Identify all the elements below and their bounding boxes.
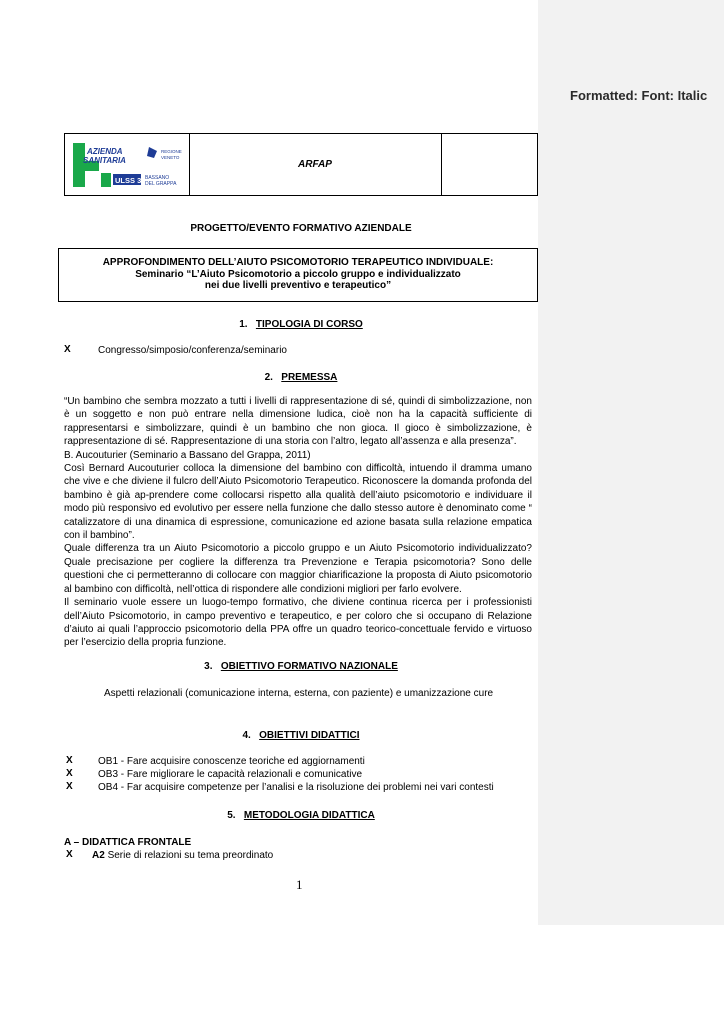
premessa-quote: “Un bambino che sembra mozzato a tutti i livelli di rappresentazione di sé, quindi di simbolizzazione, non è un soggetto e non può entrare nella dimensione ludica, cioè non ha la capacità sufficiente di rappresentarsi e simbolizzare, quindi è un bambino che non gioca. Il gioco è simbolizzazione, è rappresentazione di sé. Rappresentazione di una storia con l’altro, legato all’assenza e alla presenza”.	[64, 396, 532, 448]
objective-3-text: OB4 - Far acquisire competenze per l’analisi e la risoluzione dei problemi nei vari contesti	[98, 782, 494, 793]
course-title-line2: Seminario “L’Aiuto Psicomotorio a piccolo gruppo e individualizzato	[135, 268, 461, 280]
page-number: 1	[296, 877, 303, 892]
header-arfap: ARFAP	[298, 159, 332, 170]
sidebar-formatting-note: Formatted: Font: Italic	[570, 88, 708, 103]
course-title-line3: nei due livelli preventivo e terapeutico”	[204, 280, 392, 291]
logo-badge-ulss: ULSS 3	[115, 176, 142, 185]
section-4-heading	[64, 729, 538, 742]
section-1-item: Congresso/simposio/conferenza/seminario	[98, 345, 287, 356]
section-3-number: 3.	[204, 661, 213, 672]
logo-city-line1: BASSANO	[145, 175, 170, 181]
header-table	[64, 133, 538, 196]
section-2-heading	[64, 371, 538, 384]
section-5-title: METODOLOGIA DIDATTICA	[243, 810, 375, 821]
logo-region-line1: REGIONE	[161, 149, 182, 154]
section-2-number: 2.	[264, 372, 273, 383]
comment-sidebar	[538, 0, 724, 925]
logo-text-sanitaria: SANITARIA	[83, 156, 126, 165]
premessa-paragraph-3: Il seminario vuole essere un luogo-tempo formativo, che diviene continua ricerca per i professionisti dell’Aiuto Psicomotorio, in campo preventivo e terapeutico, e per coloro che si occupano di Relazione d’aiuto ai quali l’approccio psicomotorio della PPA offre un quadro teorico-concettuale fervido e virtuoso per l’esercizio della propria funzione.	[64, 597, 532, 649]
section-4-title: OBIETTIVI DIDATTICI	[259, 730, 360, 741]
section-1-title: TIPOLOGIA DI CORSO	[255, 319, 363, 330]
didactic-frontal-label: A – DIDATTICA FRONTALE	[64, 837, 192, 848]
method-a2-code: A2	[92, 850, 105, 861]
section-2-title: PREMESSA	[281, 372, 338, 383]
section-3-title: OBIETTIVO FORMATIVO NAZIONALE	[220, 661, 398, 672]
section-5-number: 5.	[227, 810, 236, 821]
objective-2-text: OB3 - Fare migliorare le capacità relazionali e comunicative	[98, 769, 363, 780]
doc-title: PROGETTO/EVENTO FORMATIVO AZIENDALE	[190, 223, 412, 234]
premessa-paragraph-1: Così Bernard Aucouturier colloca la dimensione del bambino con difficoltà, intuendo il dramma umano che vive e che diviene il fulcro dell’Aiuto Psicomotorio Terapeutico. Riconoscere la domanda profonda del bambino è già ap-prendere come collocarsi rispetto alla qualità dell’aiuto psicomotorio e individuare il modo più responsivo ed evolutivo per essere nella funzione che dallo stesso autore è denominato come “ catalizzatore di una dinamica di espressione, comunicazione ed azione basata sulla relazione empatica con il bambino”.	[64, 463, 532, 542]
section-1-mark: X	[64, 344, 71, 355]
header-empty-cell	[441, 134, 537, 195]
method-a2-mark: X	[66, 849, 73, 860]
logo-city-line2: DEL GRAPPA	[145, 181, 177, 187]
section-3-text: Aspetti relazionali (comunicazione interna, esterna, con paziente) e umanizzazione cure	[104, 688, 494, 699]
section-5-heading	[64, 809, 538, 822]
logo-cell	[65, 134, 190, 195]
course-title-box	[58, 248, 538, 302]
premessa-paragraph-2: Quale differenza tra un Aiuto Psicomotorio a piccolo gruppo e un Aiuto Psicomotorio individualizzato? Quale precisazione per cogliere la differenza tra Prevenzione e Terapia psicomotoria? Sono delle questioni che ci permetteranno di collocare con maggior chiarificazione la proposta di Aiuto psicomotorio al bambino con difficoltà, nell’ottica di rispondere alle condizioni migliori per farlo evolvere.	[64, 543, 532, 595]
premessa-text	[64, 395, 532, 650]
section-4-number: 4.	[242, 730, 251, 741]
section-3-heading	[64, 660, 538, 673]
ulss-logo-icon	[73, 141, 185, 189]
method-a2-text: Serie di relazioni su tema preordinato	[107, 850, 274, 861]
logo-text-azienda: AZIENDA	[87, 147, 123, 156]
logo-region-line2: VENETO	[161, 155, 180, 160]
method-a2	[92, 849, 273, 862]
objective-3-mark: X	[66, 781, 73, 792]
section-1-number: 1.	[239, 319, 248, 330]
premessa-citation: B. Aucouturier (Seminario a Bassano del Grappa, 2011)	[64, 449, 311, 461]
course-title-line1: APPROFONDIMENTO DELL’AIUTO PSICOMOTORIO TERAPEUTICO INDIVIDUALE:	[102, 257, 494, 268]
section-1-heading	[64, 318, 538, 331]
objective-2-mark: X	[66, 768, 73, 779]
objective-1-text: OB1 - Fare acquisire conoscenze teoriche ed aggiornamenti	[98, 756, 365, 767]
objective-1-mark: X	[66, 755, 73, 766]
header-center-cell	[189, 134, 442, 195]
